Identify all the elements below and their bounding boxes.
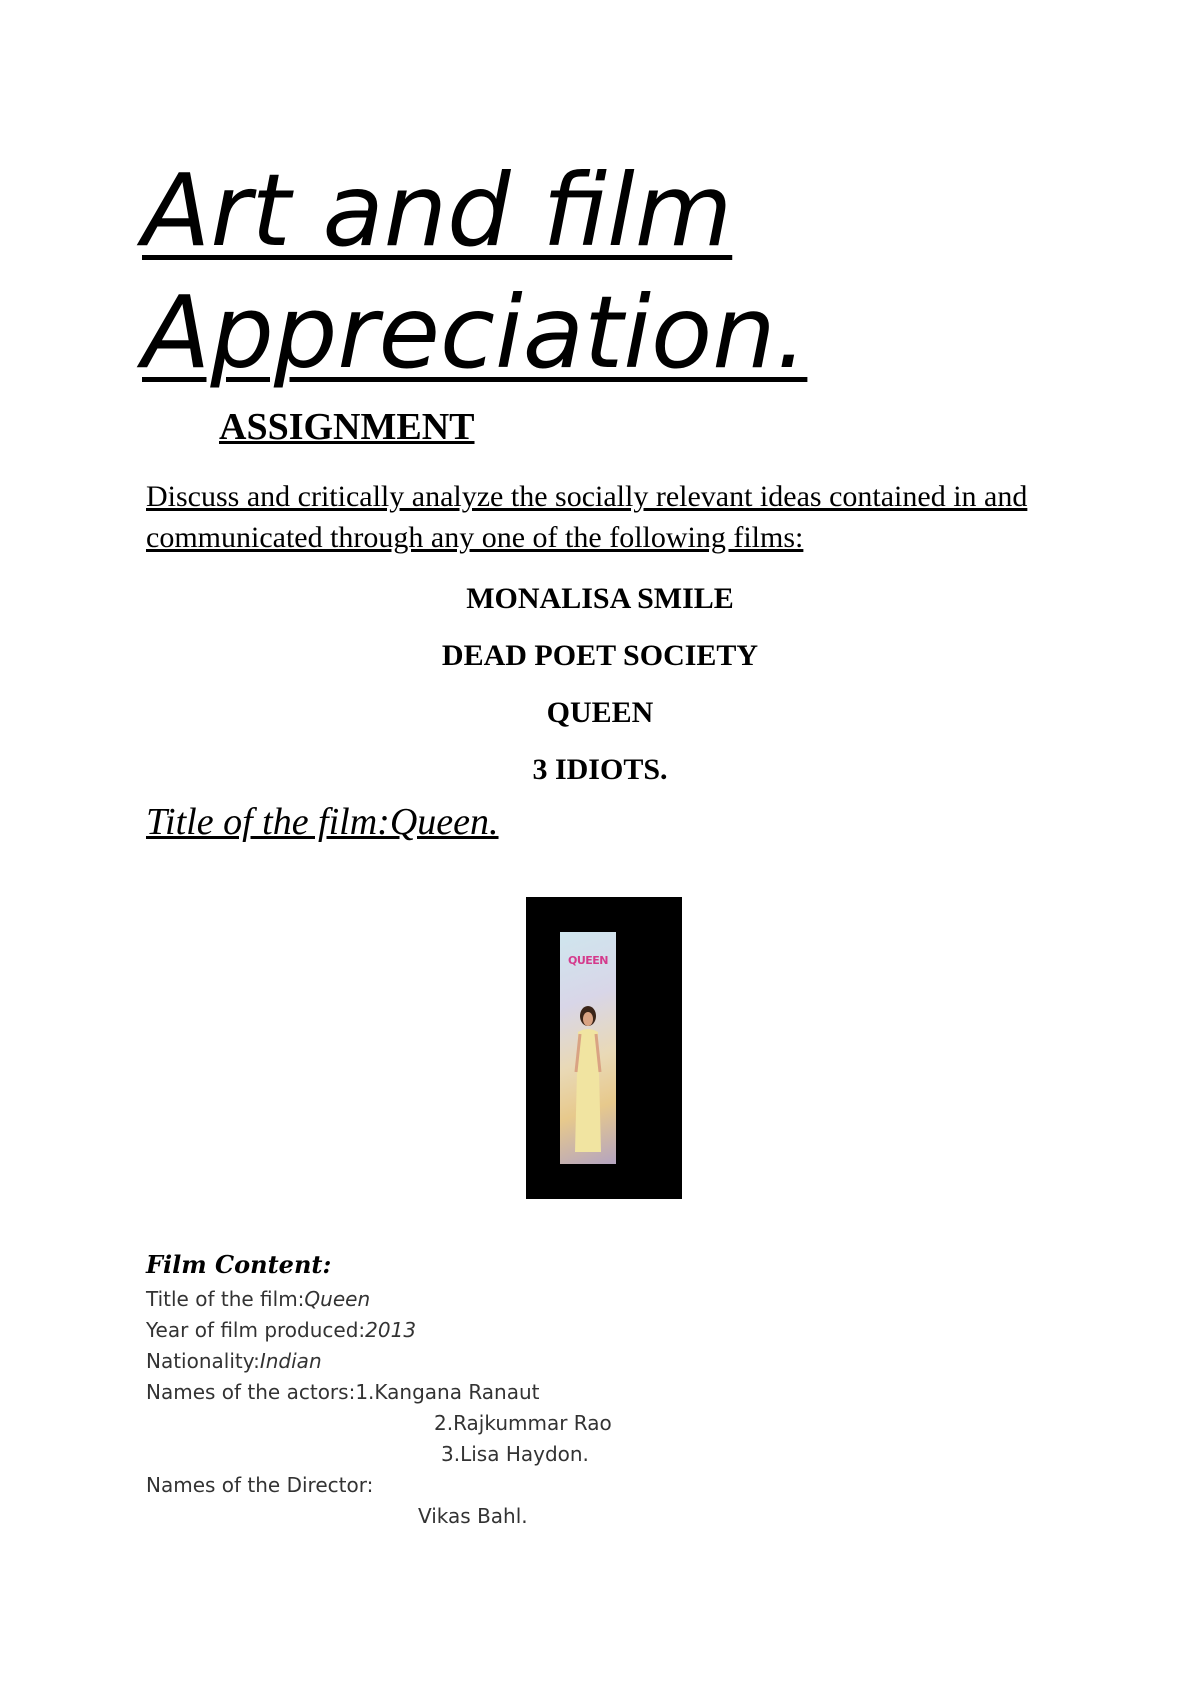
film-title-label: Title of the film:	[146, 1287, 305, 1311]
film-director-name: Vikas Bahl.	[418, 1504, 528, 1528]
film-year-value: 2013	[365, 1318, 417, 1342]
actor-name: 3.Lisa Haydon.	[441, 1442, 589, 1466]
chosen-film-title: Title of the film:Queen.	[146, 801, 499, 843]
film-option: 3 IDIOTS.	[532, 753, 668, 786]
poster-logo-text: QUEEN	[567, 954, 609, 967]
film-director-label: Names of the Director:	[146, 1473, 374, 1497]
film-content-heading: Film Content:	[146, 1250, 332, 1279]
main-title-line-2: Appreciation.	[142, 274, 808, 391]
film-option: MONALISA SMILE	[466, 582, 734, 615]
film-year-label: Year of film produced:	[146, 1318, 366, 1342]
film-actors-row	[146, 1377, 540, 1407]
film-title-value: Queen	[304, 1287, 371, 1311]
film-option: QUEEN	[546, 696, 654, 729]
movie-poster-frame	[526, 897, 682, 1199]
poster-figure-illustration	[574, 1002, 602, 1152]
film-option: DEAD POET SOCIETY	[441, 639, 759, 672]
film-options-list	[0, 570, 1200, 798]
film-nationality-row	[146, 1346, 322, 1376]
actor-name: 1.Kangana Ranaut	[355, 1380, 540, 1404]
film-year-row	[146, 1315, 416, 1345]
film-nationality-value: Indian	[259, 1349, 322, 1373]
film-nationality-label: Nationality:	[146, 1349, 260, 1373]
main-title	[142, 150, 807, 394]
film-actors-label: Names of the actors:	[146, 1380, 356, 1404]
movie-poster-image	[560, 932, 616, 1164]
film-title-row	[146, 1284, 370, 1314]
assignment-heading: ASSIGNMENT	[219, 406, 475, 448]
assignment-prompt: Discuss and critically analyze the socially relevant ideas contained in and communicated through any one of the following films:	[146, 480, 1028, 554]
main-title-line-1: Art and film	[142, 152, 733, 269]
actor-name: 2.Rajkummar Rao	[434, 1411, 612, 1435]
